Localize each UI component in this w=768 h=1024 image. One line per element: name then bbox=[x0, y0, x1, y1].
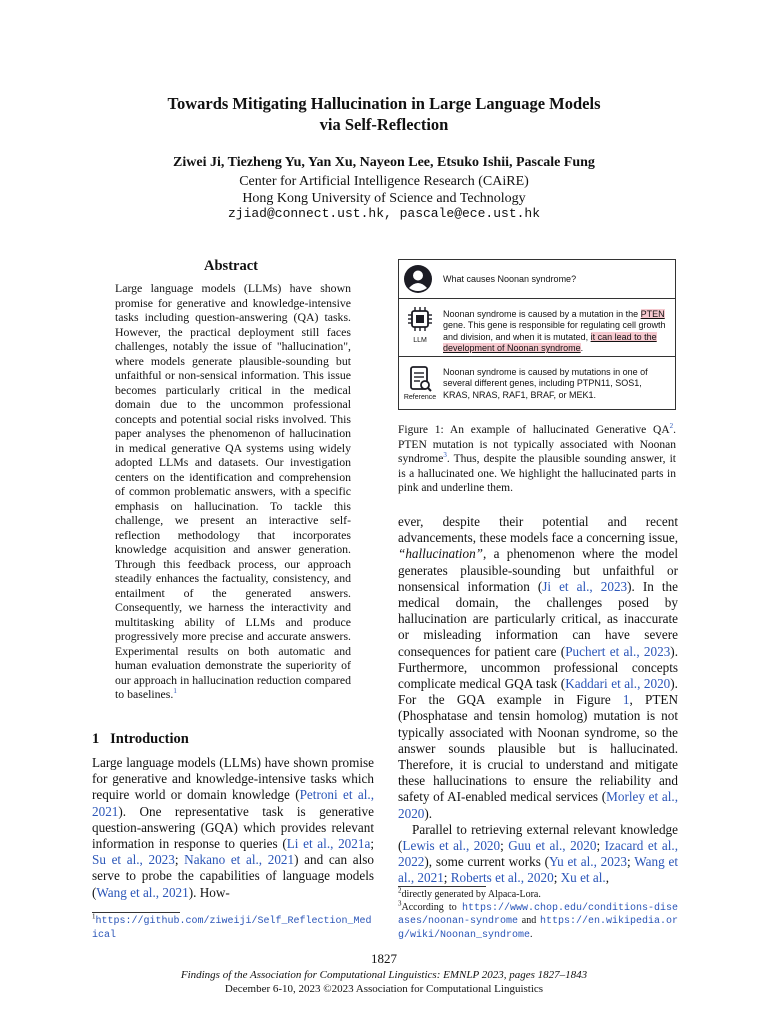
caption-text: . Thus, despite the plausible sounding answer, it is a hallucinated one. We highlight the hallucinated parts in pink and underline them. bbox=[398, 453, 676, 495]
intro-text: ). How- bbox=[188, 884, 230, 900]
author-list: Ziwei Ji, Tiezheng Yu, Yan Xu, Nayeon Lee, Etsuko Ishii, Pascale Fung bbox=[173, 155, 595, 170]
footnote-marker[interactable]: 3 bbox=[443, 451, 447, 460]
footnote-text: directly generated by Alpaca-Lora. bbox=[401, 889, 541, 900]
figure-reference-row bbox=[399, 357, 675, 409]
venue-line: Findings of the Association for Computational Linguistics: EMNLP 2023, pages 1827–1843 bbox=[180, 969, 588, 981]
citation-link[interactable]: Izacard et al., 2022 bbox=[398, 838, 679, 870]
footnote-marker: 1 bbox=[92, 912, 96, 921]
citation-separator: ; bbox=[553, 870, 561, 886]
title-line-1: Towards Mitigating Hallucination in Large Language Models bbox=[167, 94, 601, 113]
citation-separator: ; bbox=[627, 854, 635, 870]
citation-link[interactable]: Morley et al., 2020 bbox=[398, 789, 678, 821]
footnote-divider bbox=[92, 912, 180, 913]
body-text: ). In the medical domain, the challenges posed by hallucination are particularly critical, as inaccurate or misleading information can have severe consequences for patient care ( bbox=[398, 578, 678, 659]
footnote-marker: 2 bbox=[398, 886, 402, 895]
llm-icon bbox=[402, 306, 438, 344]
page-footer bbox=[0, 968, 768, 996]
emphasis-text: “hallucination” bbox=[398, 546, 483, 562]
footnote-1 bbox=[92, 914, 374, 942]
intro-text: ) and can also serve to probe the capabilities of language models ( bbox=[92, 852, 375, 900]
abstract-body bbox=[115, 281, 351, 702]
reference-label: Reference bbox=[403, 394, 437, 401]
footnote-text: According to bbox=[401, 901, 462, 913]
citation-link[interactable]: Yu et al., 2023 bbox=[549, 854, 628, 870]
citation-link[interactable]: Kaddari et al., 2020 bbox=[565, 676, 671, 692]
section-title: Introduction bbox=[110, 731, 189, 747]
footnote-divider bbox=[398, 886, 486, 887]
body-text: , PTEN (Phosphatase and tensin homolog) mutation is not typically associated with Noonan syndrome, so the answer sounds plausible but is hallucinated. Therefore, it is crucial to understand and mitigate these hallucinations to ensure the reliability and safety of AI-enabled medical services ( bbox=[398, 692, 678, 805]
title-line-2: via Self-Reflection bbox=[319, 115, 449, 134]
answer-text: Noonan syndrome is caused by a mutation in the bbox=[443, 309, 641, 319]
footnote-url-link[interactable]: https://www.chop.edu/conditions-diseases/noonan-syndrome bbox=[398, 902, 678, 928]
body-text: ). For the GQA example in Figure bbox=[398, 676, 678, 708]
body-text: ). bbox=[424, 805, 433, 821]
body-paragraph bbox=[398, 514, 678, 822]
footnote-marker[interactable]: 1 bbox=[173, 687, 177, 696]
intro-text: ). One representative task is generative question-answering (GQA) which provides relevant information in response to queries ( bbox=[92, 803, 374, 852]
footnote-marker[interactable]: 2 bbox=[669, 422, 674, 431]
body-paragraph bbox=[398, 822, 678, 887]
affiliation-1: Center for Artificial Intelligence Research (CAiRE) bbox=[239, 174, 529, 189]
intro-text: Large language models (LLMs) have shown promise for generative and knowledge-intensive tasks which require world or domain knowledge ( bbox=[92, 755, 374, 803]
document-icon bbox=[402, 365, 438, 401]
body-text: ). Furthermore, uncommon professional concepts complicate medical GQA task ( bbox=[398, 643, 678, 692]
abstract-text: Large language models (LLMs) have shown promise for generative and knowledge-intensive tasks including question-answering (QA) tasks. However, the practical deployment still faces challenges, notably the issue of "hallucination", where models generate plausible-sounding but unfaithful or non-sensical information. This issue becomes particularly critical in the medical domain due to the uncommon professional concepts and potential social risks involved. This paper analyses the phenomenon of hallucination in medical generative QA systems using widely adopted LLMs and datasets. Our investigation centers on the identification and comprehension of common problematic answers, with a specific emphasis on hallucination. To tackle this challenge, we present an interactive self-reflection methodology that incorporates knowledge acquisition and answer generation. Through this feedback process, our approach steadily enhances the factuality, consistency, and entailment of the generated answers. Consequently, we harness the interactivity and multitasking ability of LLMs and produce progressively more precise and accurate answers. Experimental results on both automatic and human evaluation demonstrate the superiority of our approach in hallucination reduction compared to baselines. bbox=[115, 281, 351, 701]
figure-1 bbox=[398, 259, 676, 410]
footnote-marker: 3 bbox=[398, 899, 402, 908]
citation-link[interactable]: Nakano et al., 2021 bbox=[184, 852, 295, 868]
caption-text: Figure 1: An example of hallucinated Generative QA bbox=[398, 424, 670, 436]
hallucinated-span: PTEN bbox=[640, 309, 665, 319]
abstract-heading: Abstract bbox=[204, 258, 258, 274]
body-text: , bbox=[605, 870, 609, 886]
citation-link[interactable]: Roberts et al., 2020 bbox=[450, 870, 554, 886]
body-text: Parallel to retrieving external relevant knowledge ( bbox=[398, 821, 678, 854]
citation-link[interactable]: Xu et al. bbox=[560, 870, 606, 886]
body-text: ever, despite their potential and recent advancements, these models face a concerning issue, bbox=[398, 514, 678, 546]
footnote-text: . bbox=[530, 928, 533, 940]
page-number: 1827 bbox=[371, 951, 397, 966]
citation-separator: ; bbox=[443, 870, 451, 886]
citation-link[interactable]: Petroni et al., 2021 bbox=[92, 787, 374, 819]
figure-reference-text: Noonan syndrome is caused by mutations in one of several different genes, including PTPN11, SOS1, KRAS, NRAS, RAF1, BRAF, or MEK1. bbox=[443, 367, 648, 400]
paper-title bbox=[0, 93, 768, 135]
figure-ref-link[interactable]: 1 bbox=[622, 692, 630, 708]
citation-link[interactable]: Ji et al., 2023 bbox=[542, 578, 628, 594]
section-number: 1 bbox=[92, 731, 100, 747]
body-text: , a phenomenon where the model generates plausible-sounding but unfaithful or nonsensical information ( bbox=[398, 546, 678, 594]
user-icon bbox=[403, 264, 433, 297]
citation-link[interactable]: Wang et al., 2021 bbox=[96, 884, 189, 900]
citation-link[interactable]: Lewis et al., 2020 bbox=[402, 838, 501, 854]
figure-question-row bbox=[399, 260, 675, 299]
right-column-text bbox=[398, 514, 678, 887]
section-heading-introduction bbox=[92, 731, 189, 748]
citation-separator: ; bbox=[174, 852, 185, 868]
footnote-3 bbox=[398, 899, 678, 943]
citation-separator: ; bbox=[370, 836, 374, 852]
figure-llm-row bbox=[399, 299, 675, 357]
citation-link[interactable]: Li et al., 2021a bbox=[286, 836, 371, 852]
intro-paragraph bbox=[92, 755, 374, 901]
citation-link[interactable]: Wang et al., 2021 bbox=[398, 854, 678, 886]
body-text: ), some current works ( bbox=[424, 854, 550, 870]
answer-text: gene. This gene is responsible for regulating cell growth and division, and when it is mutated, bbox=[443, 320, 666, 342]
citation-link[interactable]: Guu et al., 2020 bbox=[508, 838, 597, 854]
footnote-2 bbox=[398, 886, 678, 902]
footnote-url-link[interactable]: https://github.com/ziweiji/Self_Reflection_Medical bbox=[92, 916, 372, 941]
citation-separator: ; bbox=[500, 838, 509, 854]
footnote-text: and bbox=[518, 915, 540, 927]
citation-link[interactable]: Su et al., 2023 bbox=[92, 852, 175, 868]
figure-caption bbox=[398, 423, 676, 496]
answer-text: . bbox=[580, 343, 584, 354]
footnote-url-link[interactable]: https://en.wikipedia.org/wiki/Noonan_syndrome bbox=[398, 916, 678, 941]
citation-link[interactable]: Puchert et al., 2023 bbox=[565, 643, 671, 659]
figure-question-text: What causes Noonan syndrome? bbox=[443, 274, 577, 284]
affiliation-2: Hong Kong University of Science and Technology bbox=[242, 191, 526, 206]
llm-label: LLM bbox=[413, 337, 427, 344]
hallucinated-span: it can lead to the development of Noonan syndrome bbox=[443, 331, 657, 354]
citation-separator: ; bbox=[596, 838, 605, 854]
caption-text: . PTEN mutation is not typically associated with Noonan syndrome bbox=[398, 424, 676, 466]
footnotes-right bbox=[398, 886, 678, 942]
author-emails: zjiad@connect.ust.hk, pascale@ece.ust.hk bbox=[227, 206, 541, 221]
copyright-line: December 6-10, 2023 ©2023 Association for Computational Linguistics bbox=[224, 983, 544, 995]
figure-llm-answer bbox=[443, 309, 669, 355]
